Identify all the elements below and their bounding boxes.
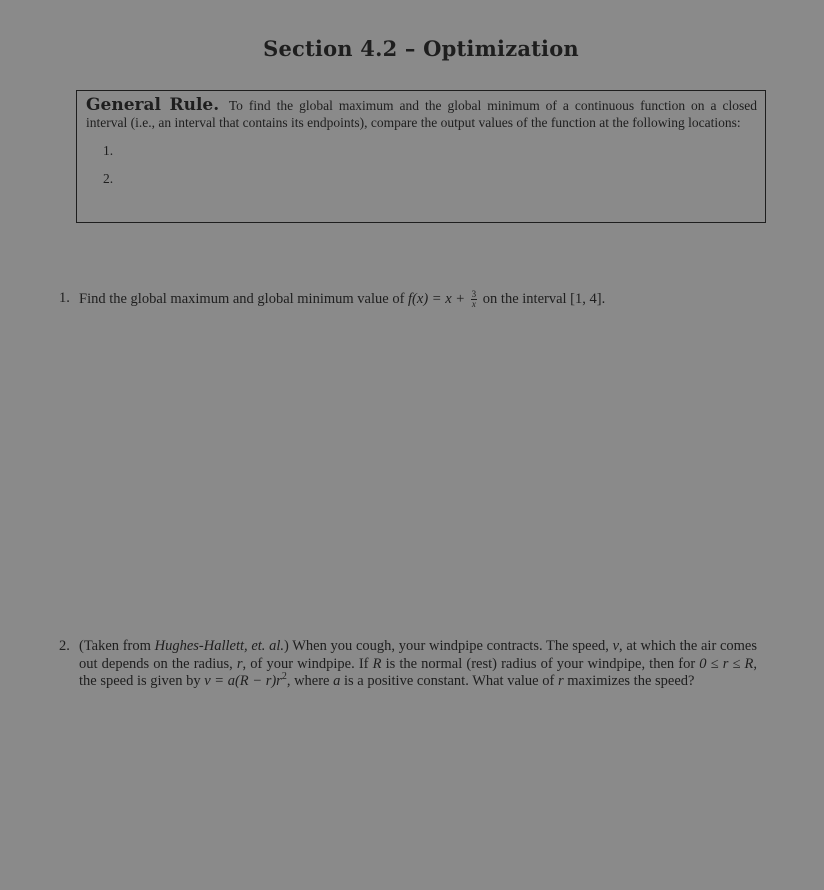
problem-1 — [59, 290, 759, 309]
rule-list-item: 2. — [103, 171, 114, 186]
general-rule-box — [76, 90, 766, 223]
fraction-numerator: 3 — [471, 289, 477, 299]
rule-list — [86, 143, 757, 199]
problem-2-text-5: , the speed is given by — [79, 655, 758, 689]
var-a: a — [333, 673, 341, 689]
general-rule-heading: General Rule. — [86, 95, 220, 115]
problem-1-text — [79, 290, 759, 309]
fraction-denominator: x — [471, 299, 476, 309]
var-v: v — [612, 638, 620, 654]
problem-2-text-1: ) When you cough, your windpipe contracts. The speed, — [284, 638, 609, 654]
problem-1-interval: on the interval [1, 4]. — [482, 290, 606, 307]
speed-formula: v = a(R − r)r — [204, 673, 282, 689]
problem-1-fraction — [471, 290, 478, 309]
problem-2-text-7: is a positive constant. What value of — [343, 673, 555, 689]
rule-list-item: 1. — [103, 143, 114, 158]
problem-2 — [59, 638, 757, 691]
page-title: Section 4.2 – Optimization — [263, 36, 579, 61]
problem-2-text — [79, 638, 757, 691]
problem-1-lead: Find the global maximum and global minimum value of — [79, 290, 405, 307]
var-R: R — [372, 655, 382, 672]
general-rule-text — [86, 97, 757, 131]
problem-2-source: Hughes-Hallett, et. al. — [154, 638, 284, 654]
inequality: 0 ≤ r ≤ R — [699, 655, 754, 672]
problem-1-function: f(x) = x + — [408, 290, 466, 307]
problem-2-text-8: maximizes the speed? — [567, 673, 695, 689]
problem-2-prefix: (Taken from — [79, 638, 151, 654]
var-r: r — [236, 655, 243, 672]
problem-2-text-4: is the normal (rest) radius of your windpipe, then for — [385, 655, 696, 672]
problem-2-number: 2. — [59, 638, 70, 654]
problem-1-number: 1. — [59, 290, 70, 306]
problem-2-text-2: , at which the air comes out depends on the radius, — [79, 638, 758, 672]
problem-2-text-3: , of your windpipe. If — [242, 655, 369, 672]
problem-2-text-6: , where — [286, 673, 330, 689]
general-rule-body: To find the global maximum and the global minimum of a continuous function on a closed interval (i.e., an interval that contains its endpoints), compare the output values of the function at the following locations: — [86, 98, 757, 130]
formula-exponent: 2 — [281, 671, 287, 683]
var-r-2: r — [557, 673, 564, 689]
